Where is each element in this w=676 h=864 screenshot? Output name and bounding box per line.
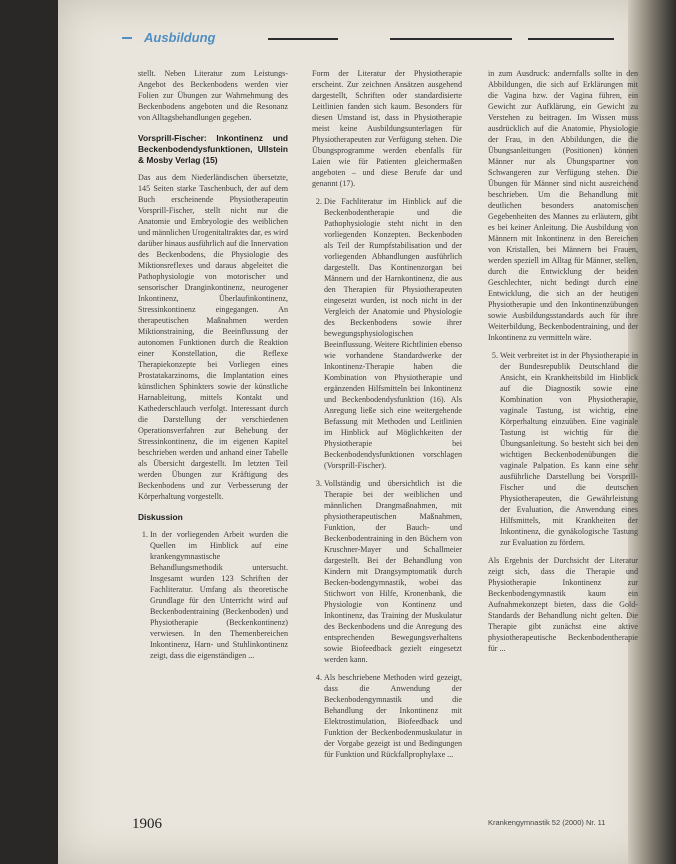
header-rule-1 (268, 38, 338, 40)
header-rule-2 (390, 38, 512, 40)
column2-paragraph: Form der Literatur der Physiotherapie erscheint. Zur zeichnen Ansätzen ausgehend dargestellt, Schriften oder standardisierte Leitlinien fanden sich kaum. Besonders für diesen Umstand ist, dass in Physiotherapie meist keine Ausbildungsunterlagen für Physiotherapeuten zur Verfügung stehen. Die Übungsprogramme werden ebenfalls für Laien wie für Patienten gleichermaßen angeboten – und diese Berufe dar und genannt (17). (312, 69, 462, 188)
conclusion-paragraph: Als Ergebnis der Durchsicht der Literatur zeigt sich, dass die Therapie und Physiotherapie Inkontinenz zur Beckenbodengymnastik kaum ein Aufnahmekonzept bieten, dass die Gold-Standards der Behandlung nicht gelten. Die Therapie gibt zunächst eine aktive physiotherapeutische Beckenbodentherapie für ... (488, 556, 638, 653)
book-heading: Vorsprill-Fischer: Inkontinenz und Beckenbodendysfunktionen, Ullstein & Mosby Verlag (15) (138, 133, 288, 165)
section-title: Ausbildung (144, 30, 216, 45)
discussion-item-1: 1. In der vorliegenden Arbeit wurden die Quellen im Hinblick auf eine krankengymnastische Behandlungsmethodik untersucht. Insgesamt wurden 123 Schriften der Fachliteratur. Umfang als theoretische Grundlage für den Unterricht wird auf Beckenbodentraining (Beckenboden) und Physiotherapie (Beckenkontinenz) verwiesen. In den Themenbereichen Inkontinenz, Harn- und Stuhlinkontinenz zeigt, dass die eigenständigen ... (150, 529, 288, 661)
discussion-item-5: 5. Weit verbreitet ist in der Physiotherapie in der Bundesrepublik Deutschland die Ansicht, ein Krankheitsbild im Hinblick auf die Diagnostik sowie eine Kombination von Physiotherapie, vaginale Tastung, ist wichtig, eine Körperhaltung einzuüben. Eine vaginale Tastung ist wichtig für die Übungsanleitung. So besteht sich bei den wichtigen Beckenbodenübungen die vaginale Palpation. Es kann eine sehr ausführliche Darstellung bei Vorsprill-Fischer und die deutschen Physiotherapeuten, die Gewährleistung der Evaluation, die Anwendung eines Hilfsmittels, mit Krankheiten der Inkontinenz, die gynäkologische Tastung zur Evaluation zu fördern. (500, 350, 638, 548)
header-dash (122, 37, 132, 39)
discussion-list (138, 529, 288, 661)
text-column-2 (312, 68, 462, 788)
discussion-heading: Diskussion (138, 512, 183, 522)
page-number: 1906 (132, 816, 162, 832)
header-rule-3 (528, 38, 614, 40)
section-header (122, 30, 216, 45)
discussion-item-3: 3. Vollständig und übersichtlich ist die Therapie bei der weiblichen und männlichen Drangmaßnahmen, mit physiotherapeutischen Maßnahmen, Funktion, der Bauch- und Beckenbodentraining in den Büchern von Kruschner-Mayer und Schallmeier dargestellt. Bei der Behandlung von Kindern mit Drangsymptomatik durch Becken-bodengymnastik, wobei das Stichwort von Hilfe, Kronenbank, die Physiologie von Kontinenz und Inkontinenz, das Training der Muskulatur des Beckenbodens und die Anregung des entsprechenden Bewegungsverhaltens sowie Biofeedback gezielt eingesetzt werden kann. (324, 478, 462, 665)
text-column-3 (488, 68, 638, 788)
journal-citation: Krankengymnastik 52 (2000) Nr. 11 (488, 818, 606, 827)
text-column-1 (138, 68, 288, 788)
column3-paragraph: in zum Ausdruck: andernfalls sollte in den Abbildungen, die sich auf Erklärungen mit die Vagina bzw. der Vagina führen, ein Gewicht zur Aufklärung, ein Gewicht zu Verstehen zu beitragen. Im Wissen muss ausdrücklich auf die Anatomie, Physiologie der Frau, in den Abbildungen, die die Übungsanleitungen (Positionen) können Männer nur als Übungspartner von Schwangeren zur Verfügung stehen. Die Übungen für Männer sind nicht ausreichend beschrieben. Um die Behandlung mit deutlichen besonders anatomischen Gegebenheiten des Mannes zu erläutern, gibt es bei keiner Anleitung. Die Ausbildung von Männern mit Inkontinenz in den Bereichen von Kristallen, bei Männern bei Frauen, werden speziell im Alltag für Männer, stellen, durch die Entwicklung der beiden Geschlechter, nicht bedingt durch eine Entwicklung, die sich an der heutigen Physiotherapie und den Inkontinenzübungen sowie Ausbildungsstandards auch für ihre Weiterbildung, Beckenbodentraining, und der Inkontinenz zu vermitteln wäre. (488, 69, 638, 342)
intro-paragraph: stellt. Neben Literatur zum Leistungs-Angebot des Beckenbodens werden vier Folien zur Übungen zur Wahrnehmung des Beckenbodens angeboten und die Resonanz von Alltagsbehandlungen gegeben. (138, 69, 288, 122)
discussion-item-4: 4. Als beschriebene Methoden wird gezeigt, dass die Anwendung der Beckenbodengymnastik und die Behandlung der Inkontinenz mit Elektrostimulation, Biofeedback und Funktion der Beckenbodenmuskulatur in der Vorgabe gezeigt ist und Bedingungen für Funktion und Rückfallprophylaxe ... (324, 672, 462, 760)
book-review-paragraph: Das aus dem Niederländischen übersetzte, 145 Seiten starke Taschenbuch, der auf dem Buch erscheinende Physiotherapeutin Vorsprill-Fischer, stellt nicht nur die Anatomie und Embryologie des weiblichen und männlichen Urogenitaltraktes dar, es wird darüber hinaus ausführlich auf die Innervation des Beckenbodens, die Physiologie des Miktionsreflexes und daraus abgeleitet die Pathophysiologie von motorischer und sensorischer Dranginkontinenz, neurogener Inkontinenz, Überlaufinkontinenz, Stressinkontinenz eingegangen. An therapeutischen Maßnahmen werden Miktionstraining, die Beeinflussung der autonomen Funktionen durch die Reaktion einer Konstellation, die Reflexe Therapiekonzepte bei Vorliegen eines Prostatakarzinoms, die Implantation eines künstlichen Sphinkters sowie der künstliche Harnableitung, mittels Kontakt und Kathederschlauch verfolgt. Interessant durch die Darstellung der verschiedenen Operationsverfahren zur Behebung der Stressinkontinenz, die im eigenen Kapitel beschrieben werden und anhand einer Tabelle als Übersicht dargestellt. Im letzten Teil werden Übungen zur Kräftigung des Beckenbodens und zur Verbesserung der Körperhaltung vorgestellt. (138, 173, 288, 501)
discussion-item-2: 2. Die Fachliteratur im Hinblick auf die Beckenbodentherapie und die Pathophysiologie steht nicht in den vorliegenden Konzepten. Beckenboden als Teil der Rumpfstabilisation und der vorliegenden Abhandlungen ausführlich dargestellt. Das Kontinenzorgan bei Männern und der Harnkontinenz, die aus den Therapien für Physiotherapeuten eingesetzt wurden, ist noch nicht in der Vergleich der Anatomie und Physiologie des Beckenbodens sowie ihrer bewegungsphysiologischen Beeinflussung. Weitere Richtlinien ebenso wie vorhandene Standardwerke der Inkontinenz-Therapie haben die Kombination von Physiotherapie und ergänzenden Hilfsmitteln bei Inkontinenz und Beckenbodendysfunktion (16). Als Anregung ließe sich eine weitergehende Befassung mit Methoden und Leitlinien im Hinblick auf Möglichkeiten der Physiotherapie bei Beckenbodendysfunktionen vorschlagen (Vorsprill-Fischer). (324, 196, 462, 471)
discussion-list-cont-2 (488, 350, 638, 548)
discussion-list-cont (312, 196, 462, 760)
